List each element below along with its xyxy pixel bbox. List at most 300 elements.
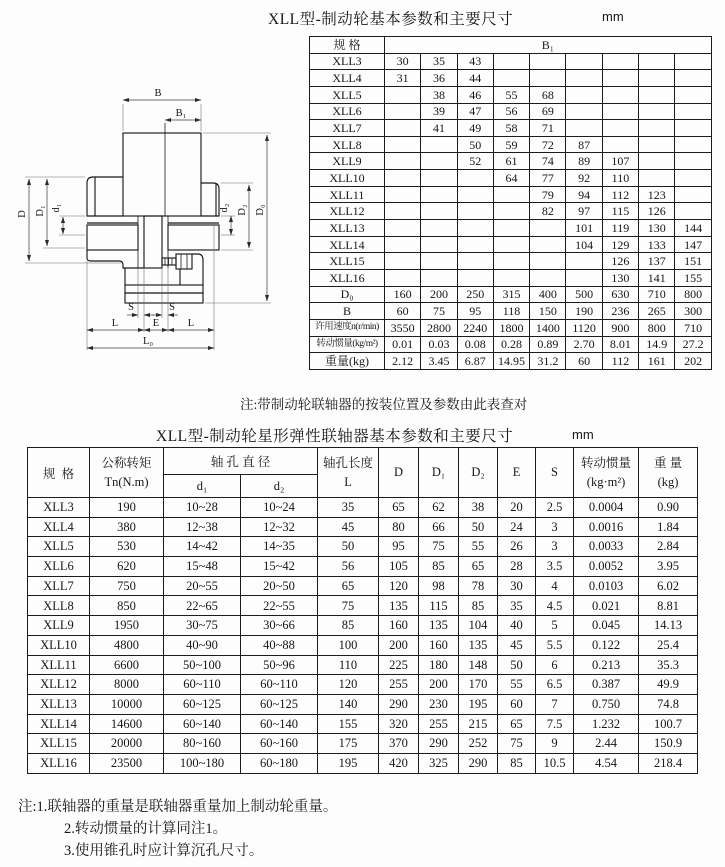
table2-E-cell: 24: [498, 517, 536, 537]
table1-spec-row: [310, 253, 712, 270]
table1-b1-cell: 107: [602, 153, 638, 170]
table2-D-cell: 65: [379, 498, 419, 518]
table2-S-cell: 3: [536, 537, 574, 557]
table1-b1-cell: [493, 269, 529, 286]
table1-param-row: [310, 336, 712, 353]
weight-header-line1: 重 量: [653, 456, 683, 471]
table1-b1-cell: 49: [457, 120, 493, 137]
table1-param-cell: 8.01: [602, 336, 638, 353]
table2-D-cell: 225: [379, 655, 419, 675]
table1-b1-cell: [566, 103, 602, 120]
table2-data-row: [28, 557, 698, 577]
table2-D2-cell: 252: [459, 734, 498, 754]
table2-weight-cell: 2.84: [639, 537, 698, 557]
table2-spec-cell: XLL7: [28, 576, 90, 596]
table1-b1-cell: [385, 236, 421, 253]
table1-spec-cell: XLL9: [310, 153, 385, 170]
table2-L-cell: 110: [318, 655, 379, 675]
table2-D-cell: 200: [379, 635, 419, 655]
table1-param-cell: 710: [675, 319, 711, 336]
table2-d2-cell: 50~96: [241, 655, 318, 675]
table2-D1-cell: 62: [419, 498, 459, 518]
table2-E-cell: 45: [498, 635, 536, 655]
bore-len-header-line2: L: [344, 474, 352, 489]
table1-b1-cell: [421, 203, 457, 220]
table1-spec-cell: XLL5: [310, 86, 385, 103]
table1-b1-cell: [639, 170, 675, 187]
table2-data-row: [28, 537, 698, 557]
table1-b1-cell: [421, 236, 457, 253]
table2-D-cell: 320: [379, 714, 419, 734]
table2-E-cell: 30: [498, 576, 536, 596]
table2-S-cell: 3.5: [536, 557, 574, 577]
table2-data-row: [28, 655, 698, 675]
table2-d2-header: d₂: [241, 475, 318, 498]
table1-b1-cell: [675, 203, 711, 220]
table1-b1-cell: 115: [602, 203, 638, 220]
table1-b1-cell: 137: [639, 253, 675, 270]
table1-b1-cell: [675, 86, 711, 103]
table2-D-cell: 160: [379, 616, 419, 636]
table1-b1-cell: 123: [639, 186, 675, 203]
table1-param-cell: 60: [566, 353, 602, 370]
table1-b1-cell: [457, 236, 493, 253]
table1-b1-cell: [385, 86, 421, 103]
table2-weight-cell: 8.81: [639, 596, 698, 616]
table1-b1-cell: 47: [457, 103, 493, 120]
table2-L-cell: 75: [318, 596, 379, 616]
table1-b1-cell: [493, 53, 529, 70]
table2-S-header: S: [536, 448, 574, 498]
table2-inertia-cell: 0.387: [574, 675, 639, 695]
table2-E-cell: 20: [498, 498, 536, 518]
table2-data-row: [28, 616, 698, 636]
table2-D2-cell: 55: [459, 537, 498, 557]
table2-S-cell: 3: [536, 517, 574, 537]
table2-S-cell: 9: [536, 734, 574, 754]
table1-param-cell: 14.95: [493, 353, 529, 370]
table1-b1-cell: [566, 86, 602, 103]
table1-param-cell: 1800: [493, 319, 529, 336]
table1-b1-cell: 72: [530, 136, 566, 153]
table2-D1-cell: 135: [419, 616, 459, 636]
table1-b1-cell: [675, 103, 711, 120]
table1-param-cell: 3.45: [421, 353, 457, 370]
table1-param-cell: 31.2: [530, 353, 566, 370]
table1-param-cell: 0.28: [493, 336, 529, 353]
table1-b1-cell: 112: [602, 186, 638, 203]
table2-D1-cell: 290: [419, 734, 459, 754]
table2-unit-label: mm: [572, 427, 594, 442]
table2-D2-cell: 170: [459, 675, 498, 695]
table1-param-cell: 75: [421, 303, 457, 320]
table1-param-cell: 1120: [566, 319, 602, 336]
table2-d1-cell: 60~125: [164, 694, 241, 714]
table2-E-cell: 40: [498, 616, 536, 636]
table2-D2-cell: 104: [459, 616, 498, 636]
table2-D1-cell: 180: [419, 655, 459, 675]
table1-b1-header: B₁: [385, 37, 712, 54]
table2-D2-cell: 135: [459, 635, 498, 655]
table2-data-row: [28, 734, 698, 754]
table2-D1-cell: 66: [419, 517, 459, 537]
table1-param-cell: 161: [639, 353, 675, 370]
coupling-section-drawing: [5, 58, 300, 393]
table1-b1-cell: [639, 136, 675, 153]
table2-d2-cell: 40~88: [241, 635, 318, 655]
table1-param-cell: 265: [639, 303, 675, 320]
table1-spec-row: [310, 236, 712, 253]
table2-torque-cell: 4800: [90, 635, 164, 655]
table1-b1-cell: [385, 170, 421, 187]
table1-b1-cell: 94: [566, 186, 602, 203]
dim-label-B: B: [154, 88, 162, 99]
table2-D2-cell: 148: [459, 655, 498, 675]
table1-b1-cell: 44: [457, 70, 493, 87]
brake-wheel-table: [309, 36, 712, 370]
table1-b1-cell: 35: [421, 53, 457, 70]
table2-data-row: [28, 694, 698, 714]
table2-torque-cell: 380: [90, 517, 164, 537]
table1-b1-cell: 141: [639, 269, 675, 286]
table2-spec-cell: XLL12: [28, 675, 90, 695]
table1-param-cell: 6.87: [457, 353, 493, 370]
table1-param-cell: 200: [421, 286, 457, 303]
table1-b1-cell: 144: [675, 220, 711, 237]
table1-b1-cell: 30: [385, 53, 421, 70]
table1-spec-row: [310, 120, 712, 137]
table1-title: XLL型-制动轮基本参数和主要尺寸: [268, 11, 514, 28]
table2-E-cell: 75: [498, 734, 536, 754]
table2-L-cell: 120: [318, 675, 379, 695]
table2-weight-header: [639, 448, 698, 498]
table1-param-cell: 0.89: [530, 336, 566, 353]
table1-param-cell: 2240: [457, 319, 493, 336]
table2-data-row: [28, 675, 698, 695]
table2-spec-cell: XLL15: [28, 734, 90, 754]
table2-E-cell: 65: [498, 714, 536, 734]
table2-d1-cell: 14~42: [164, 537, 241, 557]
table2-inertia-cell: 2.44: [574, 734, 639, 754]
table2-spec-cell: XLL14: [28, 714, 90, 734]
table1-b1-cell: 82: [530, 203, 566, 220]
table1-param-cell: 1400: [530, 319, 566, 336]
table2-d2-cell: 22~55: [241, 596, 318, 616]
table2-S-cell: 5.5: [536, 635, 574, 655]
table1-b1-cell: [421, 186, 457, 203]
table1-b1-cell: [385, 253, 421, 270]
table2-d2-cell: 30~66: [241, 616, 318, 636]
table1-spec-cell: XLL14: [310, 236, 385, 253]
table2-spec-cell: XLL13: [28, 694, 90, 714]
dim-label-d1: d₁: [51, 203, 62, 213]
table2-data-row: [28, 714, 698, 734]
table1-b1-cell: [457, 253, 493, 270]
table1-b1-cell: 55: [493, 86, 529, 103]
table2-spec-cell: XLL5: [28, 537, 90, 557]
table2-d2-cell: 14~35: [241, 537, 318, 557]
coupling-table: [27, 447, 698, 774]
table2-d1-cell: 15~48: [164, 557, 241, 577]
table1-param-cell: 0.03: [421, 336, 457, 353]
dim-label-L-left: L: [111, 318, 119, 329]
table2-D1-cell: 75: [419, 537, 459, 557]
table1-param-label: 重量(kg): [310, 353, 385, 370]
table2-d1-cell: 60~110: [164, 675, 241, 695]
table2-D1-cell: 98: [419, 576, 459, 596]
table1-b1-cell: [493, 253, 529, 270]
table2-weight-cell: 74.8: [639, 694, 698, 714]
table2-spec-cell: XLL11: [28, 655, 90, 675]
table2-D-cell: 120: [379, 576, 419, 596]
table2-L-cell: 50: [318, 537, 379, 557]
table1-b1-cell: [566, 70, 602, 87]
table2-data-row: [28, 753, 698, 773]
table2-D1-cell: 200: [419, 675, 459, 695]
table1-b1-cell: [675, 70, 711, 87]
table2-d1-cell: 40~90: [164, 635, 241, 655]
table1-b1-cell: [602, 120, 638, 137]
weight-header-line2: (kg): [657, 474, 679, 489]
table2-E-cell: 60: [498, 694, 536, 714]
table2-weight-cell: 0.90: [639, 498, 698, 518]
table2-E-cell: 26: [498, 537, 536, 557]
table1-b1-cell: [493, 220, 529, 237]
table2-D1-cell: 325: [419, 753, 459, 773]
table1-b1-cell: [421, 136, 457, 153]
table1-b1-cell: [385, 103, 421, 120]
table1-b1-cell: [566, 120, 602, 137]
table2-d1-cell: 100~180: [164, 753, 241, 773]
table2-D-header: D: [379, 448, 419, 498]
table1-param-row: [310, 303, 712, 320]
table1-param-cell: 150: [530, 303, 566, 320]
table1-b1-cell: 46: [457, 86, 493, 103]
table2-D2-cell: 50: [459, 517, 498, 537]
table2-L-cell: 35: [318, 498, 379, 518]
table2-torque-cell: 850: [90, 596, 164, 616]
table2-inertia-cell: 0.045: [574, 616, 639, 636]
table2-inertia-cell: 0.0016: [574, 517, 639, 537]
table1-b1-cell: 147: [675, 236, 711, 253]
table2-d2-cell: 60~160: [241, 734, 318, 754]
table2-weight-cell: 25.4: [639, 635, 698, 655]
dim-label-D2: D₂: [237, 204, 248, 216]
table1-spec-cell: XLL8: [310, 136, 385, 153]
table2-D-cell: 290: [379, 694, 419, 714]
dim-label-L0: L₀: [142, 336, 154, 347]
table1-b1-cell: [421, 253, 457, 270]
table1-spec-cell: XLL10: [310, 170, 385, 187]
dim-label-S-left: S: [128, 302, 134, 313]
table1-param-cell: 630: [602, 286, 638, 303]
table2-d2-cell: 12~32: [241, 517, 318, 537]
table2-inertia-cell: 4.54: [574, 753, 639, 773]
table1-b1-cell: [530, 269, 566, 286]
footnote-1: 注:1.联轴器的重量是联轴器重量加上制动轮重量。: [18, 799, 338, 815]
table1-spec-header: 规 格: [310, 37, 385, 54]
dim-label-E: E: [152, 318, 160, 329]
table2-torque-cell: 10000: [90, 694, 164, 714]
table2-header-row-1: [28, 448, 698, 475]
table1-b1-cell: [566, 269, 602, 286]
table1-b1-cell: 89: [566, 153, 602, 170]
table1-b1-cell: 130: [639, 220, 675, 237]
table2-S-cell: 7.5: [536, 714, 574, 734]
table1-b1-cell: 68: [530, 86, 566, 103]
table2-bore-len-header: [318, 448, 379, 498]
table1-b1-cell: 58: [493, 120, 529, 137]
table1-b1-cell: [385, 186, 421, 203]
table1-b1-cell: 69: [530, 103, 566, 120]
table2-torque-cell: 14600: [90, 714, 164, 734]
table2-title: XLL型-制动轮星形弹性联轴器基本参数和主要尺寸: [156, 428, 514, 445]
table1-b1-cell: [385, 269, 421, 286]
table1-b1-cell: [602, 53, 638, 70]
table1-spec-cell: XLL6: [310, 103, 385, 120]
table2-d1-cell: 60~140: [164, 714, 241, 734]
table2-L-cell: 45: [318, 517, 379, 537]
table1-b1-cell: [566, 253, 602, 270]
table2-D2-header: D₂: [459, 448, 498, 498]
table1-spec-row: [310, 53, 712, 70]
table1-param-cell: 14.9: [639, 336, 675, 353]
table1-b1-cell: [639, 120, 675, 137]
table1-spec-row: [310, 186, 712, 203]
table2-d2-cell: 10~24: [241, 498, 318, 518]
table2-D2-cell: 215: [459, 714, 498, 734]
table1-param-cell: 95: [457, 303, 493, 320]
table1-spec-row: [310, 220, 712, 237]
table1-b1-cell: [530, 236, 566, 253]
table2-spec-cell: XLL16: [28, 753, 90, 773]
table1-b1-cell: [530, 253, 566, 270]
table2-weight-cell: 35.3: [639, 655, 698, 675]
table2-body: [28, 498, 698, 774]
table2-spec-cell: XLL6: [28, 557, 90, 577]
table1-b1-cell: [457, 186, 493, 203]
table1-b1-cell: [493, 236, 529, 253]
table1-b1-cell: 155: [675, 269, 711, 286]
table1-b1-cell: 130: [602, 269, 638, 286]
table1-b1-cell: [675, 120, 711, 137]
table1-spec-cell: XLL13: [310, 220, 385, 237]
table1-b1-cell: [639, 153, 675, 170]
table1-spec-row: [310, 86, 712, 103]
table2-torque-cell: 6600: [90, 655, 164, 675]
table1-spec-cell: XLL12: [310, 203, 385, 220]
table2-spec-header: 规 格: [28, 448, 90, 498]
table1-b1-cell: [602, 103, 638, 120]
table1-b1-cell: [530, 220, 566, 237]
table2-E-cell: 85: [498, 753, 536, 773]
dim-label-D: D: [17, 210, 28, 218]
table2-torque-cell: 23500: [90, 753, 164, 773]
table1-b1-cell: [385, 120, 421, 137]
table1-b1-cell: [602, 86, 638, 103]
table2-E-cell: 55: [498, 675, 536, 695]
table1-b1-cell: [639, 103, 675, 120]
table2-weight-cell: 14.13: [639, 616, 698, 636]
table1-b1-cell: [675, 153, 711, 170]
table1-b1-cell: [421, 269, 457, 286]
table1-b1-cell: [639, 53, 675, 70]
table1-b1-cell: 151: [675, 253, 711, 270]
table1-param-cell: 27.2: [675, 336, 711, 353]
table1-param-row: [310, 353, 712, 370]
table2-d2-cell: 20~50: [241, 576, 318, 596]
table2-d1-header: d₁: [164, 475, 241, 498]
table1-b1-cell: 133: [639, 236, 675, 253]
table1-param-cell: 160: [385, 286, 421, 303]
table1-b1-cell: 97: [566, 203, 602, 220]
table1-b1-cell: 110: [602, 170, 638, 187]
table1-param-cell: 900: [602, 319, 638, 336]
table1-param-label: 转动惯量(kg/m²): [310, 336, 385, 353]
table1-b1-cell: [675, 53, 711, 70]
table2-weight-cell: 6.02: [639, 576, 698, 596]
table1-b1-cell: 52: [457, 153, 493, 170]
table1-param-row: [310, 286, 712, 303]
table2-weight-cell: 3.95: [639, 557, 698, 577]
table2-E-cell: 28: [498, 557, 536, 577]
table1-b1-cell: 77: [530, 170, 566, 187]
table1-b1-cell: 119: [602, 220, 638, 237]
table2-L-cell: 155: [318, 714, 379, 734]
table1-spec-row: [310, 153, 712, 170]
table1-param-cell: 250: [457, 286, 493, 303]
table2-D2-cell: 38: [459, 498, 498, 518]
table1-b1-cell: 39: [421, 103, 457, 120]
table2-D-cell: 95: [379, 537, 419, 557]
table2-d2-cell: 15~42: [241, 557, 318, 577]
table2-S-cell: 2.5: [536, 498, 574, 518]
table2-L-cell: 56: [318, 557, 379, 577]
table2-S-cell: 6: [536, 655, 574, 675]
table1-b1-cell: [602, 70, 638, 87]
table1-param-cell: 112: [602, 353, 638, 370]
table1-body: [310, 53, 712, 369]
table1-b1-cell: [493, 203, 529, 220]
table2-D1-cell: 85: [419, 557, 459, 577]
table1-param-cell: 3550: [385, 319, 421, 336]
table1-b1-cell: 126: [639, 203, 675, 220]
table1-param-cell: 315: [493, 286, 529, 303]
table2-d1-cell: 12~38: [164, 517, 241, 537]
table1-spec-cell: XLL7: [310, 120, 385, 137]
table1-b1-cell: [385, 220, 421, 237]
footnotes: [18, 796, 337, 862]
table2-d1-cell: 80~160: [164, 734, 241, 754]
table1-b1-cell: 79: [530, 186, 566, 203]
table2-d1-cell: 10~28: [164, 498, 241, 518]
table1-spec-row: [310, 170, 712, 187]
table2-D-cell: 105: [379, 557, 419, 577]
dim-label-D0: D₀: [255, 204, 266, 216]
table1-b1-cell: 129: [602, 236, 638, 253]
table2-torque-cell: 1950: [90, 616, 164, 636]
torque-header-line1: 公称转矩: [101, 456, 152, 471]
table2-D2-cell: 65: [459, 557, 498, 577]
table1-b1-cell: 74: [530, 153, 566, 170]
table2-S-cell: 4: [536, 576, 574, 596]
table2-D2-cell: 195: [459, 694, 498, 714]
table2-D1-cell: 230: [419, 694, 459, 714]
table1-b1-cell: 59: [493, 136, 529, 153]
table1-unit-label: mm: [602, 9, 624, 24]
table2-d1-cell: 50~100: [164, 655, 241, 675]
table2-spec-cell: XLL3: [28, 498, 90, 518]
